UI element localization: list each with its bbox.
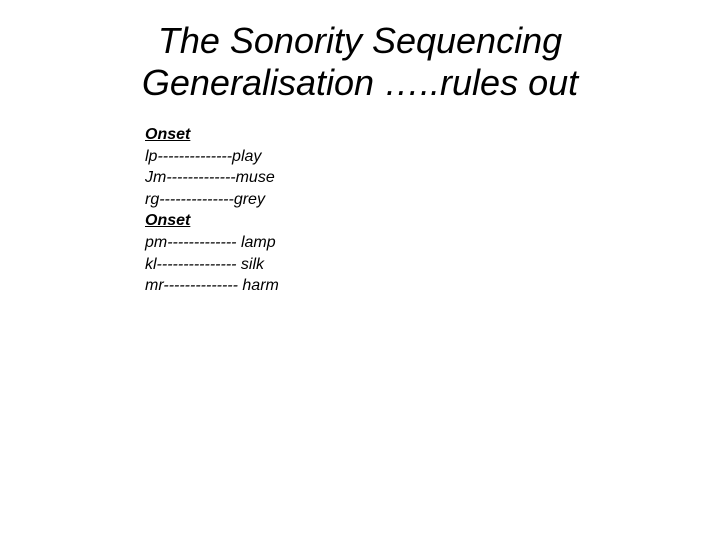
onset-heading: Onset xyxy=(145,212,191,230)
slide-title xyxy=(60,20,660,104)
example-line: mr-------------- harm xyxy=(145,277,279,295)
slide-title-line-2: Generalisation …..rules out xyxy=(141,62,579,103)
example-line: Jm-------------muse xyxy=(145,169,275,187)
onset-heading: Onset xyxy=(145,126,191,143)
slide-body xyxy=(145,124,545,297)
example-line: kl--------------- silk xyxy=(145,255,265,273)
example-line: pm------------- lamp xyxy=(145,233,276,251)
example-line: lp--------------play xyxy=(145,147,262,165)
slide-title-line-1: The Sonority Sequencing xyxy=(157,20,563,61)
example-line: rg--------------grey xyxy=(145,190,265,208)
